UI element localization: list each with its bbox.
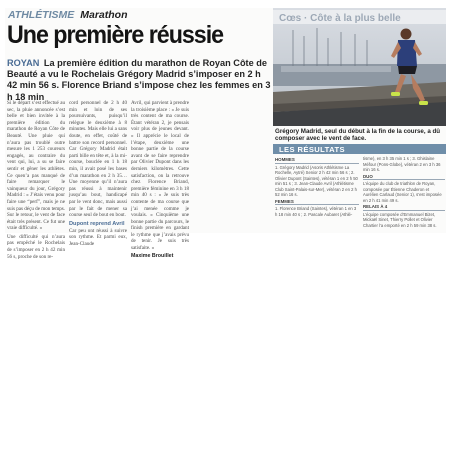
article-paragraph: Si le départ s’est effectué au sec, la pluie annoncée s’est belle et bien invitée à la première édition du marathon de Royan Côte de Beauté. Une pluie qui n’aura pas troublé outre mesure les 1 253 coureurs engagés, au contraire du vent qui, lui, a su se faire sentir et gêner les athlètes. Ce quen’a pas manqué de faire remarquer le vainqueur du jour, Grégory Madrid : « J’étais venu pour faire une “perf”, mais je ne suis pas déçu de mon temps. Sur le retour, le vent de face était très présent. Ce fut une vraie difficulté. » (7, 100, 66, 232)
article-column-2 (69, 100, 127, 247)
lead-paragraph (7, 58, 271, 103)
dateline: ROYAN (7, 58, 40, 68)
runner-photo (273, 8, 446, 126)
author-byline: Maxime Brouillet (131, 252, 174, 259)
subsection-label: Marathon (80, 9, 128, 21)
article-paragraph: Une difficulté qui n’aura pas empêché le Rochelais de s’imposer en 2 h 42 min 56 s, proche de son re- (7, 233, 65, 260)
results-entry: tisme), en 3 h 35 min 1 s ; 3. Ghislaine Méfour (Pons-Globe), vétéran 2 en 3 h 36 min 16 s. (363, 156, 441, 172)
photo-caption: Grégory Madrid, seul du début à la fin de la course, a dû composer avec le vent de face. (275, 128, 441, 143)
lead-text: La première édition du marathon de Royan Côte de Beauté a vu le Rochelais Grégory Madrid s’imposer en 2 h 42 min 56 s. Florence Briand s’impose chez les femmes en 3 h 18 min (7, 58, 271, 102)
article-column-1 (7, 100, 66, 260)
article-paragraph: Avril, qui parvient à prendre la troisième place : « Je suis très content de ma course. Étant vétéran 2, je pensais voir plus de jeunes devant. » Il apprécie le local de l’étape, deuxième une bonne partie de la course avant de se faire reprendre par Olivier Dupont dans les derniers kilomètres. Cette satisfaction, on la retrouve chez Florence Briand, première féminine en 3 h 18 min 40 s : « Je suis très contente de ma course que j’ai menée comme je voulais. » Cinquième une bonne partie du parcours, le finish première en gardant le rythme que j’avais prévu de tenir. Je suis très satisfaite. » (131, 100, 189, 252)
results-column-2 (363, 156, 445, 234)
newspaper-clipping (5, 8, 446, 260)
results-entry: L’équipe du club de triathlon de Royan, composée par Étienne Chaderon et Aurélien Carlaud (Senior 1), s’est imposée en 2 h 41 min 49 s. (363, 181, 442, 203)
headline: Une première réussie (7, 21, 224, 49)
photo-illustration (273, 8, 446, 126)
results-entry: 1. Florence Briand (Saintes), vétéran 1 en 3 h 18 min 40 s ; 2. Pascale Aubaret (Athlé- (275, 206, 357, 217)
results-entry: 1. Grégory Madrid (Asoris Athlétisme La Rochelle, Aytré) Senior 2 h 42 min 56 s ; 2. Olivier Dupont (Saintes), vétéran 1 en 2 h 50 min 51 s ; 3. Jean-Claude Avril (Athlétisme Club Saint-Palais-sur-Mer), vétéran 2 en 2 h 52 min 16 s. (275, 164, 358, 197)
section-kicker (8, 9, 127, 21)
results-header (273, 144, 446, 154)
article-paragraph: Car peu ont réussi à suivre son rythme. Et parmi eux, Jean-Claude (69, 227, 127, 247)
results-category: DUO (363, 174, 445, 181)
results-column-1 (275, 156, 359, 234)
results-category: FEMMES (275, 199, 359, 206)
results-category: RELAIS À 4 (363, 204, 445, 211)
svg-text:Cœs · Côte à la plus belle: Cœs · Côte à la plus belle (279, 13, 401, 24)
results-title: LES RÉSULTATS (279, 145, 345, 154)
results-category: HOMMES (275, 157, 359, 164)
results-entry: L’équipe composée d’Emmanuel Bizet, Mickaël Sinet, Thierry Pollet et Olivier Chartier l’a emporté en 2 h 59 min 38 s. (363, 211, 437, 228)
article-paragraph: cord personnel de 2 h 40 min et loin de ses poursuivants, puisqu’il relègue le deuxième à 8 minutes. Mais elle lui a sans doute, en effet, coûté de battre son record personnel. Car Grégory Madrid était parti bille en tête et, à la mi-course, bouclée en 1 h 18 min, il avait posé les bases d’un marathon en 2 h 35… Une moyenne qu’il n’aura pas réussi à maintenir jusqu’au bout, handicapé par le vent donc, mais aussi par le fait de mener sa course seul de bout en bout. (69, 100, 127, 219)
section-label: ATHLÉTISME (8, 9, 75, 21)
article-column-3 (131, 100, 189, 259)
subheading: Dupont reprend Avril (69, 220, 125, 227)
